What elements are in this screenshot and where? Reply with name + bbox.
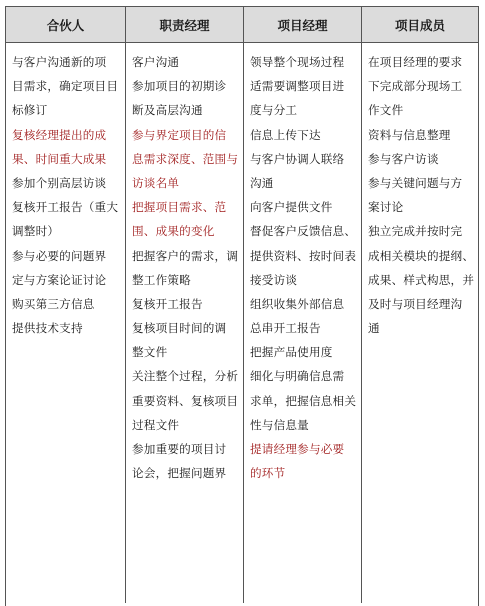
cell-line: 访谈名单 (132, 175, 180, 190)
cell-line: 与客户协调人联络 (250, 151, 345, 166)
cell-line: 接受访谈 (250, 272, 298, 287)
cell-line: 通 (368, 321, 380, 336)
table-body-row (6, 43, 478, 603)
cell-line: 的环节 (250, 466, 286, 481)
cell-line: 把握项目需求、范 (132, 200, 227, 215)
cell-line: 定与方案论证讨论 (12, 272, 107, 287)
cell-line: 过程文件 (132, 417, 180, 432)
header-duty-manager: 职责经理 (126, 7, 244, 42)
cell-line: 购买第三方信息 (12, 296, 95, 311)
cell-line: 复核开工报告 (132, 296, 203, 311)
cell-line: 论会，把握问题界 (132, 466, 227, 481)
cell-line: 断及高层沟通 (132, 103, 203, 118)
cell-line: 参加个别高层访谈 (12, 175, 107, 190)
cell-line: 提供技术支持 (12, 321, 83, 336)
column-partner (6, 43, 126, 603)
cell-line: 性与信息量 (250, 417, 309, 432)
cell-line: 沟通 (250, 175, 274, 190)
cell-line: 督促客户反馈信息、 (250, 224, 357, 239)
cell-line: 及时与项目经理沟 (368, 296, 463, 311)
cell-line: 参加项目的初期诊 (132, 79, 227, 94)
cell-line: 参与必要的问题界 (12, 248, 107, 263)
column-project-member (362, 43, 478, 603)
cell-line: 参加重要的项目讨 (132, 442, 227, 456)
cell-line: 复核开工报告（重大 (12, 200, 119, 215)
cell-line: 领导整个现场过程 (250, 55, 345, 69)
cell-line: 重要资料、复核项目 (132, 393, 239, 408)
cell-line: 案讨论 (368, 200, 404, 215)
cell-line: 组织收集外部信息 (250, 296, 345, 311)
cell-line: 关注整个过程，分析 (132, 369, 239, 384)
responsibility-table (5, 6, 479, 606)
header-project-manager: 项目经理 (244, 7, 362, 42)
cell-line: 客户沟通 (132, 55, 180, 69)
cell-line: 整文件 (132, 345, 168, 360)
cell-line: 把握客户的需求，调 (132, 248, 239, 263)
cell-line: 整工作策略 (132, 272, 191, 287)
cell-line: 与客户沟通新的项 (12, 55, 107, 69)
header-project-member: 项目成员 (394, 17, 445, 33)
cell-line: 参与关键问题与方 (368, 175, 463, 190)
cell-line: 求单，把握信息相关 (250, 393, 357, 408)
cell-line: 适需要调整项目进 (250, 79, 345, 94)
column-project-manager (244, 43, 362, 603)
table-header-row (6, 7, 478, 43)
header-partner: 合伙人 (6, 7, 126, 42)
cell-line: 资料与信息整理 (368, 127, 451, 142)
cell-line: 复核项目时间的调 (132, 321, 227, 336)
cell-line: 成相关模块的提纲、 (368, 248, 475, 263)
cell-line: 信息上传下达 (250, 127, 321, 142)
cell-line: 向客户提供文件 (250, 200, 333, 215)
cell-line: 作文件 (368, 103, 404, 118)
cell-line: 标修订 (12, 103, 48, 118)
cell-line: 目需求，确定项目目 (12, 79, 119, 94)
cell-line: 复核经理提出的成 (12, 127, 107, 142)
cell-line: 在项目经理的要求 (368, 55, 463, 69)
cell-line: 提请经理参与必要 (250, 442, 345, 456)
cell-line: 参与客户访谈 (368, 151, 439, 166)
cell-line: 把握产品使用度 (250, 345, 333, 360)
cell-line: 细化与明确信息需 (250, 369, 345, 384)
cell-line: 总串开工报告 (250, 321, 321, 336)
cell-line: 下完成部分现场工 (368, 79, 463, 94)
cell-line: 度与分工 (250, 103, 298, 118)
cell-line: 成果、样式构思，并 (368, 272, 475, 287)
cell-line: 果、时间重大成果 (12, 151, 107, 166)
cell-line: 独立完成并按时完 (368, 224, 463, 239)
cell-line: 提供资料、按时间表 (250, 248, 357, 263)
cell-line: 围、成果的变化 (132, 224, 215, 239)
cell-line: 息需求深度、范围与 (132, 151, 239, 166)
cell-line: 调整时） (12, 224, 60, 239)
column-duty-manager (126, 43, 244, 603)
cell-line: 参与界定项目的信 (132, 127, 227, 142)
